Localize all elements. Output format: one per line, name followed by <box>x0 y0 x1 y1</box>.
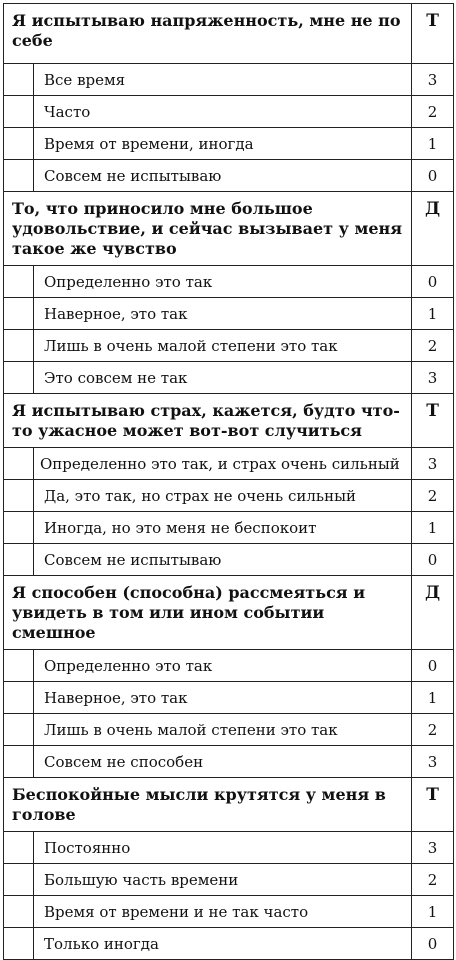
answer-score: 1 <box>412 896 454 928</box>
answer-label: Да, это так, но страх не очень сильный <box>34 480 412 512</box>
answer-score: 1 <box>412 128 454 160</box>
answer-label: Часто <box>34 96 412 128</box>
answer-checkbox-cell[interactable] <box>4 64 34 96</box>
question-row <box>4 778 454 832</box>
question-row <box>4 4 454 64</box>
answer-score: 3 <box>412 64 454 96</box>
answer-label: Наверное, это так <box>34 682 412 714</box>
answer-checkbox-cell[interactable] <box>4 650 34 682</box>
answer-checkbox-cell[interactable] <box>4 330 34 362</box>
answer-row <box>4 682 454 714</box>
answer-row <box>4 832 454 864</box>
answer-score: 0 <box>412 266 454 298</box>
answer-label: Все время <box>34 64 412 96</box>
answer-label: Это совсем не так <box>34 362 412 394</box>
answer-label: Лишь в очень малой степени это так <box>34 714 412 746</box>
answer-score: 3 <box>412 362 454 394</box>
answer-checkbox-cell[interactable] <box>4 864 34 896</box>
question-scale-code: Т <box>412 394 454 448</box>
answer-checkbox-cell[interactable] <box>4 96 34 128</box>
answer-label: Только иногда <box>34 928 412 960</box>
question-text: То, что приносило мне большое удовольствие, и сейчас вызывает у меня такое же чувство <box>4 192 412 266</box>
answer-score: 3 <box>412 832 454 864</box>
answer-checkbox-cell[interactable] <box>4 266 34 298</box>
question-text: Я испытываю напряженность, мне не по себе <box>4 4 412 64</box>
answer-label: Определенно это так <box>34 650 412 682</box>
answer-row <box>4 330 454 362</box>
answer-label: Постоянно <box>34 832 412 864</box>
answer-label: Большую часть времени <box>34 864 412 896</box>
answer-row <box>4 864 454 896</box>
answer-row <box>4 64 454 96</box>
answer-label: Совсем не испытываю <box>34 544 412 576</box>
answer-score: 2 <box>412 480 454 512</box>
question-row <box>4 394 454 448</box>
answer-score: 2 <box>412 864 454 896</box>
answer-checkbox-cell[interactable] <box>4 512 34 544</box>
answer-checkbox-cell[interactable] <box>4 832 34 864</box>
answer-row <box>4 266 454 298</box>
answer-checkbox-cell[interactable] <box>4 544 34 576</box>
answer-score: 0 <box>412 544 454 576</box>
answer-label: Лишь в очень малой степени это так <box>34 330 412 362</box>
answer-row <box>4 544 454 576</box>
answer-row <box>4 362 454 394</box>
answer-label: Совсем не испытываю <box>34 160 412 192</box>
answer-score: 0 <box>412 160 454 192</box>
answer-row <box>4 480 454 512</box>
answer-checkbox-cell[interactable] <box>4 480 34 512</box>
answer-label: Совсем не способен <box>34 746 412 778</box>
question-text: Беспокойные мысли крутятся у меня в голове <box>4 778 412 832</box>
question-text: Я способен (способна) рассмеяться и увидеть в том или ином событии смешное <box>4 576 412 650</box>
answer-checkbox-cell[interactable] <box>4 128 34 160</box>
answer-row <box>4 746 454 778</box>
questionnaire-table <box>3 3 454 960</box>
answer-score: 2 <box>412 714 454 746</box>
answer-row <box>4 298 454 330</box>
answer-score: 0 <box>412 650 454 682</box>
question-row <box>4 192 454 266</box>
answer-checkbox-cell[interactable] <box>4 448 34 480</box>
answer-label: Определенно это так <box>34 266 412 298</box>
question-row <box>4 576 454 650</box>
answer-row <box>4 896 454 928</box>
answer-checkbox-cell[interactable] <box>4 896 34 928</box>
answer-score: 1 <box>412 512 454 544</box>
answer-score: 2 <box>412 330 454 362</box>
question-scale-code: Д <box>412 192 454 266</box>
question-text: Я испытываю страх, кажется, будто что-то ужасное может вот-вот случиться <box>4 394 412 448</box>
answer-score: 1 <box>412 298 454 330</box>
answer-row <box>4 650 454 682</box>
answer-row <box>4 714 454 746</box>
answer-row <box>4 96 454 128</box>
answer-row <box>4 448 454 480</box>
answer-checkbox-cell[interactable] <box>4 160 34 192</box>
answer-label: Время от времени, иногда <box>34 128 412 160</box>
answer-checkbox-cell[interactable] <box>4 298 34 330</box>
answer-label: Время от времени и не так часто <box>34 896 412 928</box>
answer-row <box>4 128 454 160</box>
answer-row <box>4 160 454 192</box>
question-scale-code: Т <box>412 4 454 64</box>
answer-label: Наверное, это так <box>34 298 412 330</box>
question-scale-code: Д <box>412 576 454 650</box>
answer-checkbox-cell[interactable] <box>4 714 34 746</box>
answer-score: 3 <box>412 746 454 778</box>
answer-checkbox-cell[interactable] <box>4 682 34 714</box>
answer-checkbox-cell[interactable] <box>4 362 34 394</box>
question-scale-code: Т <box>412 778 454 832</box>
answer-score: 3 <box>412 448 454 480</box>
answer-score: 0 <box>412 928 454 960</box>
answer-row <box>4 512 454 544</box>
answer-score: 2 <box>412 96 454 128</box>
answer-label: Определенно это так, и страх очень сильный <box>34 448 412 480</box>
answer-score: 1 <box>412 682 454 714</box>
answer-label: Иногда, но это меня не беспокоит <box>34 512 412 544</box>
answer-checkbox-cell[interactable] <box>4 746 34 778</box>
answer-checkbox-cell[interactable] <box>4 928 34 960</box>
answer-row <box>4 928 454 960</box>
